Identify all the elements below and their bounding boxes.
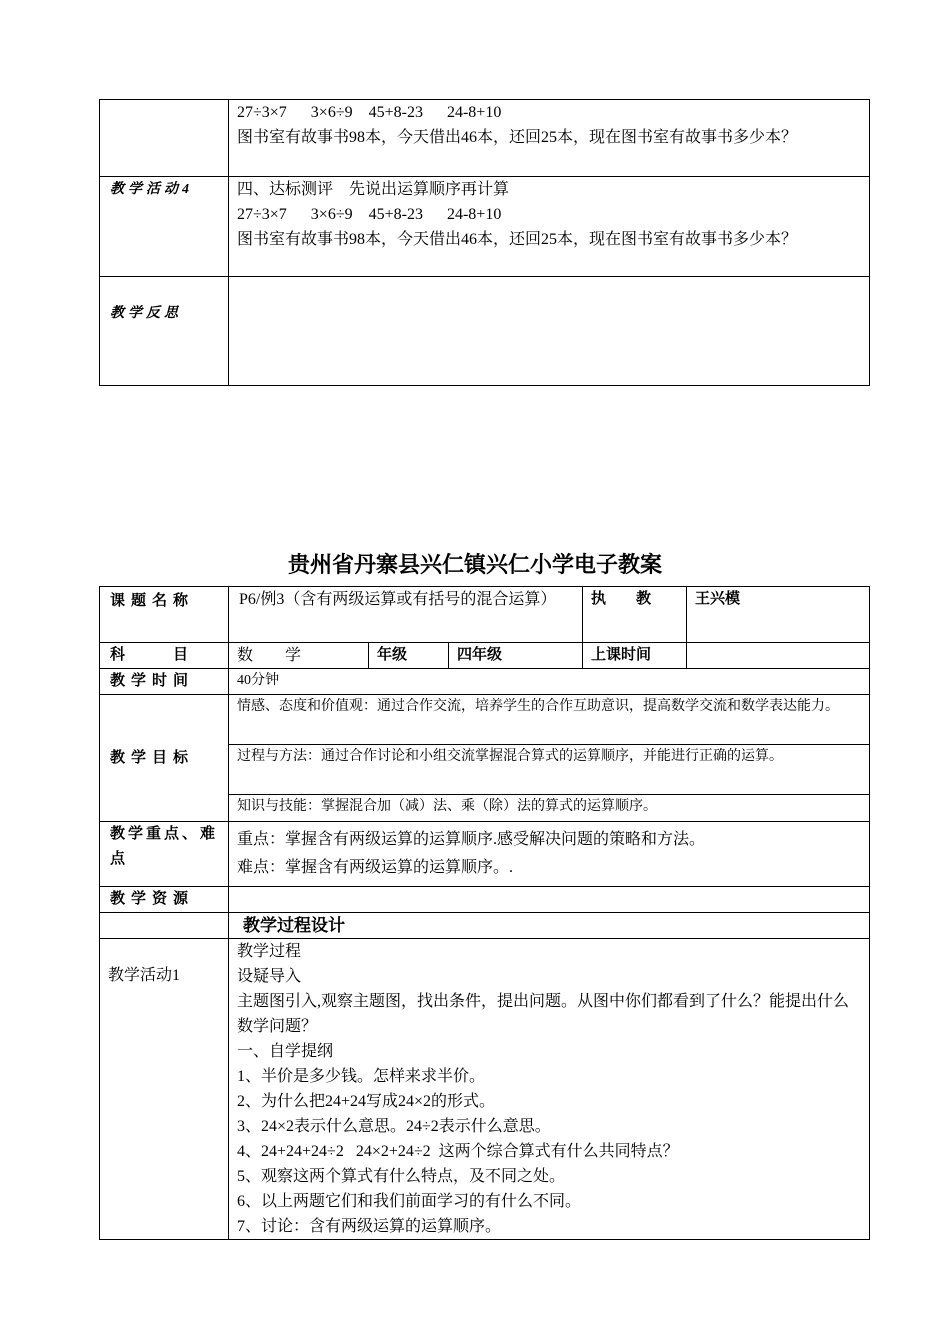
table-row (100, 100, 870, 177)
table-row (100, 913, 870, 939)
activity1-line: 设疑导入 (237, 968, 302, 985)
resources-value (229, 887, 870, 913)
activity1-line: 3、24×2表示什么意思。24÷2表示什么意思。 (237, 1118, 551, 1135)
goal-emotion: 情感、态度和价值观：通过合作交流，培养学生的合作互助意识，提高数学交流和数学表达能力。 (229, 695, 870, 745)
activity1-line: 5、观察这两个算式有什么特点，及不同之处。 (237, 1168, 566, 1185)
activity1-content (229, 939, 870, 1240)
table-row (100, 669, 870, 695)
exercise-word-problem: 图书室有故事书98本，今天借出46本，还回25本，现在图书室有故事书多少本？ (237, 129, 798, 146)
reflection-content (229, 277, 870, 386)
previous-lesson-table (99, 99, 870, 386)
activity4-label: 教学活动4 (100, 177, 229, 277)
activity1-line: 教学过程 (237, 943, 302, 960)
activity1-line: 2、为什么把24+24写成24×2的形式。 (237, 1093, 496, 1110)
empty-label-cell (100, 100, 229, 177)
goal-knowledge: 知识与技能：掌握混合加（减）法、乘（除）法的算式的运算顺序。 (229, 795, 870, 822)
teacher-label: 执 教 (583, 587, 687, 643)
goal-process: 过程与方法：通过合作讨论和小组交流掌握混合算式的运算顺序，并能进行正确的运算。 (229, 745, 870, 795)
topic-label: 课题名称 (100, 587, 229, 643)
table-row (100, 643, 870, 669)
activity1-label: 教学活动1 (100, 939, 229, 1240)
table-row (100, 887, 870, 913)
grade-label: 年级 (369, 643, 449, 669)
difficulty: 难点：掌握含有两级运算的运算顺序。. (237, 859, 514, 876)
duration-value: 40分钟 (229, 669, 870, 695)
subject-label: 科 目 (100, 643, 229, 669)
duration-label: 教学时间 (100, 669, 229, 695)
reflection-label: 教学反思 (100, 277, 229, 386)
teacher-value: 王兴模 (687, 587, 870, 643)
activity4-content (229, 177, 870, 277)
activity1-line: 4、24+24+24÷2 24×2+24÷2 这两个综合算式有什么共同特点？ (237, 1143, 679, 1160)
subject-value: 数 学 (229, 643, 369, 669)
key-point: 重点：掌握含有两级运算的运算顺序.感受解决问题的策略和方法。 (237, 831, 706, 848)
key-points-label: 教学重点、难点 (100, 822, 229, 887)
grade-value: 四年级 (449, 643, 583, 669)
lesson-plan-table (99, 586, 870, 1240)
table-row (100, 277, 870, 386)
table-row (100, 587, 870, 643)
exercise-expressions: 27÷3×7 3×6÷9 45+8-23 24-8+10 (237, 104, 502, 121)
activity4-heading: 四、达标测评 先说出运算顺序再计算 (237, 181, 510, 198)
activity4-word-problem: 图书室有故事书98本，今天借出46本，还回25本，现在图书室有故事书多少本？ (237, 231, 798, 248)
process-design-heading: 教学过程设计 (229, 913, 870, 939)
activity1-line: 一、自学提纲 (237, 1043, 334, 1060)
class-time-label: 上课时间 (583, 643, 687, 669)
goals-label: 教学目标 (100, 695, 229, 822)
page-title: 贵州省丹寨县兴仁镇兴仁小学电子教案 (287, 553, 662, 578)
activity1-line: 6、以上两题它们和我们前面学习的有什么不同。 (237, 1193, 582, 1210)
table-row (100, 939, 870, 1240)
activity1-line: 主题图引入,观察主题图，找出条件，提出问题。从图中你们都看到了什么？能提出什么数学问题？ (237, 993, 850, 1035)
topic-value: P6/例3（含有两级运算或有括号的混合运算） (229, 587, 583, 643)
activity1-line: 7、讨论：含有两级运算的运算顺序。 (237, 1218, 502, 1235)
class-time-value (687, 643, 870, 669)
table-row (100, 695, 870, 745)
table-row (100, 822, 870, 887)
exercise-cell (229, 100, 870, 177)
table-row (100, 177, 870, 277)
key-points-content (229, 822, 870, 887)
activity4-expressions: 27÷3×7 3×6÷9 45+8-23 24-8+10 (237, 206, 502, 223)
empty-cell (100, 913, 229, 939)
resources-label: 教学资源 (100, 887, 229, 913)
activity1-line: 1、半价是多少钱。怎样来求半价。 (237, 1068, 486, 1085)
